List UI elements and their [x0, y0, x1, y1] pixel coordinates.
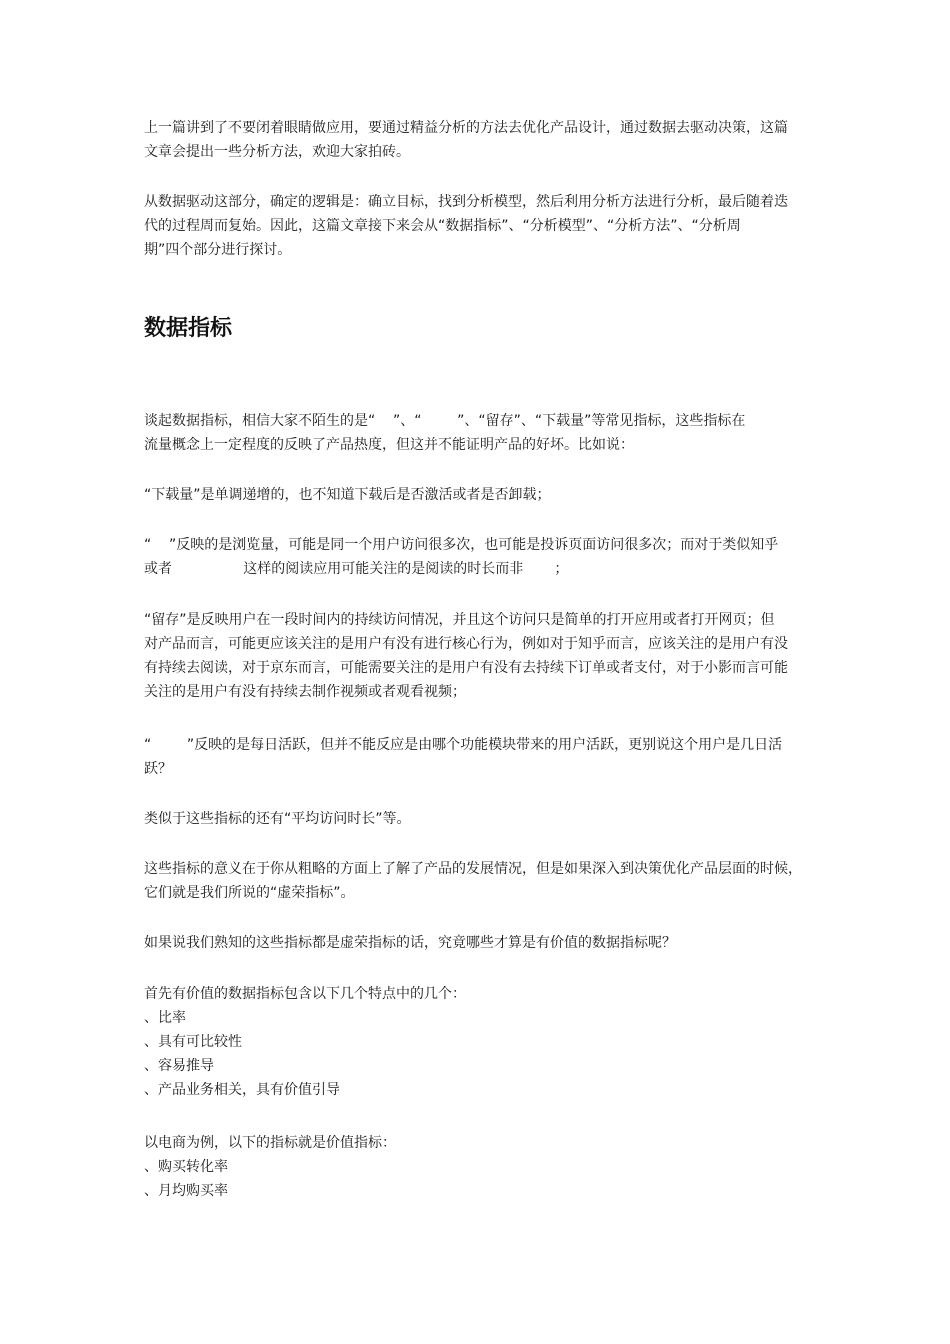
list-item: 、月均购买率 [144, 1183, 228, 1199]
text-line: 期”四个部分进行探讨。 [144, 242, 292, 258]
text-line: 它们就是我们所说的“虚荣指标”。 [144, 885, 355, 901]
text-line: 关注的是用户有没有持续去制作视频或者观看视频； [144, 684, 466, 700]
metrics-paragraph-5 [144, 733, 810, 781]
metrics-paragraph-4 [144, 608, 810, 704]
text-line: 上一篇讲到了不要闭着眼睛做应用，要通过精益分析的方法去优化产品设计，通过数据去驱动决策，这篇 [144, 120, 788, 136]
text-line: 这些指标的意义在于你从粗略的方面上了解了产品的发展情况，但是如果深入到决策优化产品层面的时候， [144, 861, 802, 877]
text-line: “ ”反映的是浏览量，可能是同一个用户访问很多次，也可能是投诉页面访问很多次；而对于类似知乎 [144, 537, 779, 553]
metrics-paragraph-2 [144, 483, 810, 507]
text-line: “ ”反映的是每日活跃，但并不能反应是由哪个功能模块带来的用户活跃，更别说这个用户是几日活 [144, 737, 783, 753]
text-line: 谈起数据指标，相信大家不陌生的是“ ”、“ ”、“留存”、“下载量”等常见指标，这些指标在 [144, 413, 746, 429]
metrics-paragraph-1 [144, 409, 810, 457]
metrics-paragraph-3 [144, 533, 810, 581]
list-item: 、产品业务相关，具有价值引导 [144, 1082, 340, 1098]
metrics-paragraph-7 [144, 857, 810, 905]
list-lead: 以电商为例，以下的指标就是价值指标： [144, 1135, 396, 1151]
value-metric-features [144, 982, 810, 1102]
text-line: “下载量”是单调递增的，也不知道下载后是否激活或者是否卸载； [144, 487, 551, 503]
intro-paragraph-2 [144, 190, 810, 262]
text-line: 或者 这样的阅读应用可能关注的是阅读的时长而非 ； [144, 561, 569, 577]
list-lead: 首先有价值的数据指标包含以下几个特点中的几个： [144, 986, 466, 1002]
list-item: 、比率 [144, 1010, 186, 1026]
list-item: 、容易推导 [144, 1058, 214, 1074]
text-line: 如果说我们熟知的这些指标都是虚荣指标的话，究竟哪些才算是有价值的数据指标呢？ [144, 935, 676, 951]
text-line: 文章会提出一些分析方法，欢迎大家拍砖。 [144, 144, 410, 160]
text-line: 类似于这些指标的还有“平均访问时长”等。 [144, 811, 411, 827]
text-line: 对产品而言，可能更应该关注的是用户有没有进行核心行为，例如对于知乎而言，应该关注的是用户有没 [144, 636, 788, 652]
text-line: 流量概念上一定程度的反映了产品热度，但这并不能证明产品的好坏。比如说： [144, 437, 634, 453]
text-line: 跃？ [144, 761, 172, 777]
text-line: 从数据驱动这部分，确定的逻辑是：确立目标，找到分析模型，然后利用分析方法进行分析，最后随着迭 [144, 194, 788, 210]
section-heading: 数据指标 [144, 316, 233, 341]
ecommerce-value-metrics [144, 1131, 810, 1203]
list-item: 、具有可比较性 [144, 1034, 242, 1050]
intro-paragraph-1 [144, 116, 810, 164]
list-item: 、购买转化率 [144, 1159, 228, 1175]
text-line: “留存”是反映用户在一段时间内的持续访问情况，并且这个访问只是简单的打开应用或者打开网页；但 [144, 612, 775, 628]
metrics-paragraph-8 [144, 931, 810, 955]
text-line: 有持续去阅读，对于京东而言，可能需要关注的是用户有没有去持续下订单或者支付，对于小影而言可能 [144, 660, 788, 676]
text-line: 代的过程周而复始。因此，这篇文章接下来会从“数据指标”、“分析模型”、“分析方法”、“分析周 [144, 218, 741, 234]
metrics-paragraph-6 [144, 807, 810, 831]
